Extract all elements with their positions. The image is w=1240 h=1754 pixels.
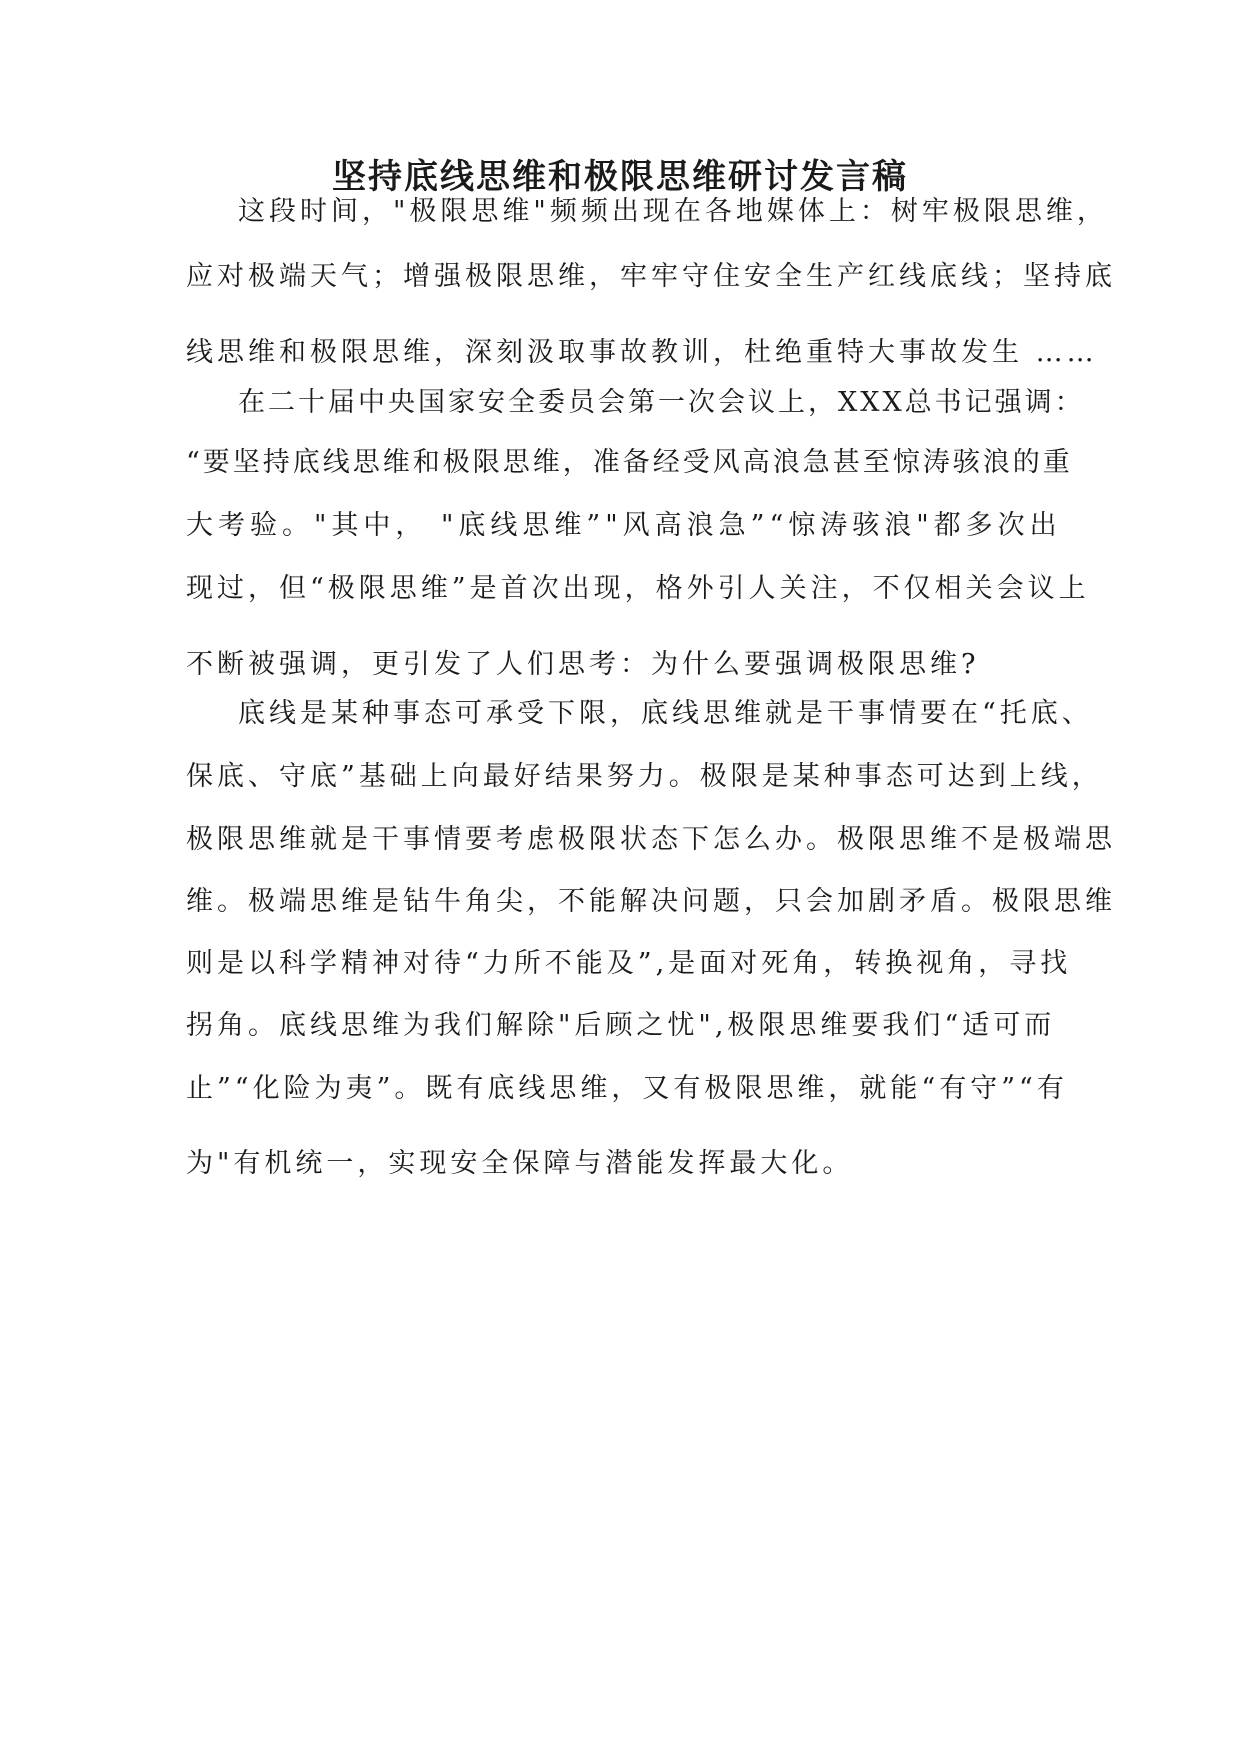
paragraph-2-line-2: “要坚持底线思维和极限思维，准备经受风高浪急甚至惊涛骇浪的重 <box>186 447 1073 478</box>
paragraph-2-line-3: 大考验。"其中， "底线思维”"风高浪急”“惊涛骇浪"都多次出 <box>186 510 1062 541</box>
paragraph-3-line-3: 极限思维就是干事情要考虑极限状态下怎么办。极限思维不是极端思 <box>186 824 1116 855</box>
paragraph-2-line-4: 现过，但“极限思维”是首次出现，格外引人关注，不仅相关会议上 <box>186 573 1090 604</box>
paragraph-3-line-2: 保底、守底”基础上向最好结果努力。极限是某种事态可达到上线， <box>186 761 1103 792</box>
paragraph-2-line-1: 在二十届中央国家安全委员会第一次会议上，XXX总书记强调： <box>238 387 1085 418</box>
paragraph-1-line-1: 这段时间，"极限思维"频频出现在各地媒体上：树牢极限思维， <box>238 196 1108 227</box>
paragraph-3-line-6: 拐角。底线思维为我们解除"后顾之忧",极限思维要我们“适可而 <box>186 1010 1056 1041</box>
paragraph-3-line-5: 则是以科学精神对待“力所不能及”,是面对死角，转换视角，寻找 <box>186 948 1072 979</box>
paragraph-3-line-4: 维。极端思维是钻牛角尖，不能解决问题，只会加剧矛盾。极限思维 <box>186 886 1116 917</box>
paragraph-1-line-2: 应对极端天气；增强极限思维，牢牢守住安全生产红线底线；坚持底 <box>186 261 1116 292</box>
paragraph-1-line-3: 线思维和极限思维，深刻汲取事故教训，杜绝重特大事故发生 …… <box>186 337 1098 368</box>
paragraph-3-line-8: 为"有机统一，实现安全保障与潜能发挥最大化。 <box>186 1148 854 1179</box>
paragraph-3-line-7: 止”“化险为夷”。既有底线思维，又有极限思维，就能“有守”“有 <box>186 1073 1068 1104</box>
document-title: 坚持底线思维和极限思维研讨发言稿 <box>332 157 908 197</box>
paragraph-2-line-5: 不断被强调，更引发了人们思考：为什么要强调极限思维? <box>186 649 980 680</box>
paragraph-3-line-1: 底线是某种事态可承受下限，底线思维就是干事情要在“托底、 <box>238 698 1093 729</box>
